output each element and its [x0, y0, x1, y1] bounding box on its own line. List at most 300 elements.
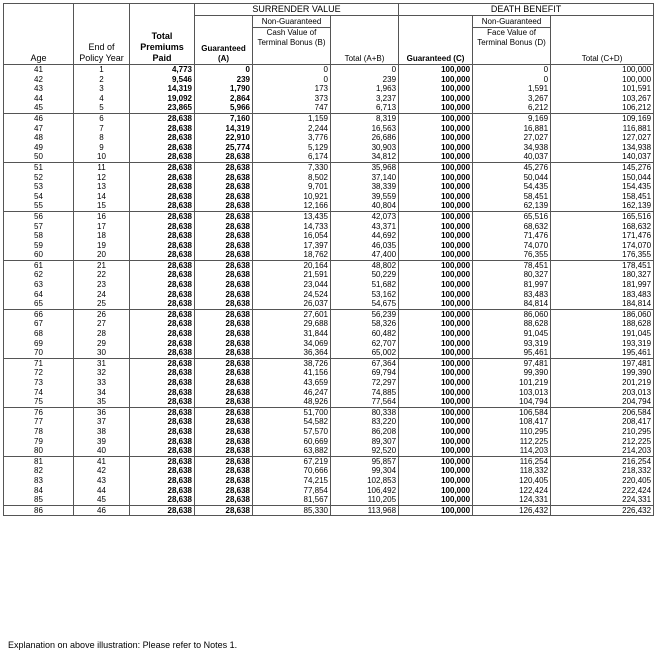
- premiums-paid-cell: 28,638: [130, 378, 195, 388]
- policy-year-cell: 21: [74, 260, 130, 270]
- db-terminal-bonus-cell: 45,276: [473, 162, 551, 172]
- sv-guaranteed-cell: 28,638: [195, 505, 253, 516]
- age-cell: 64: [4, 290, 74, 300]
- db-terminal-bonus-cell: 83,483: [473, 290, 551, 300]
- table-row: [4, 339, 654, 349]
- db-terminal-bonus-cell: 54,435: [473, 182, 551, 192]
- age-cell: 54: [4, 192, 74, 202]
- sv-guaranteed-cell: 28,638: [195, 407, 253, 417]
- sv-terminal-bonus-cell: 43,659: [253, 378, 331, 388]
- sv-total-cell: 69,794: [331, 368, 399, 378]
- age-cell: 79: [4, 437, 74, 447]
- footer-note: Explanation on above illustration: Please refer to Notes 1.: [8, 640, 238, 650]
- db-guaranteed-cell: 100,000: [399, 407, 473, 417]
- premiums-paid-cell: 28,638: [130, 162, 195, 172]
- sv-terminal-bonus-cell: 24,524: [253, 290, 331, 300]
- sv-total-cell: 50,229: [331, 270, 399, 280]
- db-total-cell: 134,938: [551, 143, 654, 153]
- policy-year-cell: 7: [74, 124, 130, 134]
- db-total-cell: 224,331: [551, 495, 654, 505]
- sv-total-cell: 47,400: [331, 250, 399, 260]
- sv-total-cell: 83,220: [331, 417, 399, 427]
- sv-guaranteed-cell: 28,638: [195, 270, 253, 280]
- table-row: [4, 388, 654, 398]
- table-row: [4, 113, 654, 123]
- sv-guaranteed-cell: 7,160: [195, 113, 253, 123]
- sv-guaranteed-cell: 28,638: [195, 348, 253, 358]
- premiums-paid-cell: 23,865: [130, 103, 195, 113]
- sv-terminal-bonus-cell: 173: [253, 84, 331, 94]
- sv-total-cell: 54,675: [331, 299, 399, 309]
- policy-year-cell: 40: [74, 446, 130, 456]
- policy-year-cell: 9: [74, 143, 130, 153]
- premiums-paid-cell: 14,319: [130, 84, 195, 94]
- sv-guaranteed-cell: 25,774: [195, 143, 253, 153]
- db-terminal-bonus-cell: 62,139: [473, 201, 551, 211]
- db-total-cell: 127,027: [551, 133, 654, 143]
- db-total-cell: 222,424: [551, 486, 654, 496]
- db-terminal-bonus-cell: 74,070: [473, 241, 551, 251]
- db-guaranteed-header: Guaranteed (C): [399, 16, 473, 65]
- premiums-paid-cell: 28,638: [130, 437, 195, 447]
- db-terminal-bonus-cell: 112,225: [473, 437, 551, 447]
- db-guaranteed-cell: 100,000: [399, 270, 473, 280]
- db-total-cell: 181,997: [551, 280, 654, 290]
- sv-guaranteed-cell: 28,638: [195, 486, 253, 496]
- premiums-paid-cell: 28,638: [130, 368, 195, 378]
- db-guaranteed-cell: 100,000: [399, 211, 473, 221]
- db-guaranteed-cell: 100,000: [399, 495, 473, 505]
- sv-total-cell: 6,713: [331, 103, 399, 113]
- policy-year-cell: 35: [74, 397, 130, 407]
- table-row: [4, 241, 654, 251]
- age-cell: 65: [4, 299, 74, 309]
- sv-terminal-bonus-cell: 77,854: [253, 486, 331, 496]
- policy-year-cell: 42: [74, 466, 130, 476]
- db-terminal-bonus-cell: 99,390: [473, 368, 551, 378]
- db-terminal-bonus-cell: 88,628: [473, 319, 551, 329]
- db-total-cell: 154,435: [551, 182, 654, 192]
- policy-year-header: End of Policy Year: [74, 4, 130, 65]
- sv-total-cell: 80,338: [331, 407, 399, 417]
- sv-total-cell: 92,520: [331, 446, 399, 456]
- premiums-paid-cell: 28,638: [130, 505, 195, 516]
- sv-guaranteed-cell: 28,638: [195, 466, 253, 476]
- premiums-paid-cell: 28,638: [130, 113, 195, 123]
- premiums-paid-cell: 28,638: [130, 466, 195, 476]
- db-terminal-bonus-cell: 68,632: [473, 222, 551, 232]
- policy-year-cell: 30: [74, 348, 130, 358]
- policy-year-cell: 28: [74, 329, 130, 339]
- policy-year-cell: 24: [74, 290, 130, 300]
- db-guaranteed-cell: 100,000: [399, 378, 473, 388]
- db-guaranteed-cell: 100,000: [399, 133, 473, 143]
- table-row: [4, 437, 654, 447]
- sv-guaranteed-cell: 28,638: [195, 231, 253, 241]
- table-row: [4, 319, 654, 329]
- age-cell: 76: [4, 407, 74, 417]
- db-total-cell: 106,212: [551, 103, 654, 113]
- sv-terminal-bonus-cell: 20,164: [253, 260, 331, 270]
- table-row: [4, 211, 654, 221]
- table-row: [4, 84, 654, 94]
- premiums-paid-cell: 28,638: [130, 397, 195, 407]
- sv-guaranteed-cell: 28,638: [195, 397, 253, 407]
- db-total-header: Total (C+D): [551, 16, 654, 65]
- db-guaranteed-cell: 100,000: [399, 192, 473, 202]
- db-guaranteed-cell: 100,000: [399, 486, 473, 496]
- policy-year-cell: 33: [74, 378, 130, 388]
- db-total-cell: 201,219: [551, 378, 654, 388]
- db-guaranteed-cell: 100,000: [399, 466, 473, 476]
- age-header-label: Age: [30, 53, 47, 63]
- sv-guaranteed-cell: 28,638: [195, 476, 253, 486]
- premiums-paid-cell: 28,638: [130, 231, 195, 241]
- age-cell: 57: [4, 222, 74, 232]
- sv-total-cell: 0: [331, 65, 399, 75]
- sv-terminal-bonus-cell: 27,601: [253, 309, 331, 319]
- age-cell: 55: [4, 201, 74, 211]
- table-row: [4, 329, 654, 339]
- sv-total-cell: 60,482: [331, 329, 399, 339]
- sv-terminal-bonus-cell: 36,364: [253, 348, 331, 358]
- sv-terminal-bonus-cell: 29,688: [253, 319, 331, 329]
- premiums-paid-cell: 28,638: [130, 388, 195, 398]
- db-terminal-bonus-cell: 122,424: [473, 486, 551, 496]
- premiums-paid-cell: 28,638: [130, 358, 195, 368]
- table-row: [4, 192, 654, 202]
- policy-year-cell: 32: [74, 368, 130, 378]
- db-guaranteed-cell: 100,000: [399, 417, 473, 427]
- db-terminal-bonus-cell: 58,451: [473, 192, 551, 202]
- premiums-paid-cell: 28,638: [130, 280, 195, 290]
- sv-guaranteed-cell: 28,638: [195, 368, 253, 378]
- age-cell: 61: [4, 260, 74, 270]
- age-cell: 47: [4, 124, 74, 134]
- table-row: [4, 368, 654, 378]
- db-terminal-bonus-cell: 0: [473, 75, 551, 85]
- policy-year-cell: 2: [74, 75, 130, 85]
- sv-terminal-bonus-cell: 1,159: [253, 113, 331, 123]
- premiums-paid-cell: 28,638: [130, 260, 195, 270]
- sv-total-cell: 74,885: [331, 388, 399, 398]
- premiums-paid-cell: 28,638: [130, 299, 195, 309]
- sv-total-cell: 58,326: [331, 319, 399, 329]
- table-row: [4, 152, 654, 162]
- age-cell: 69: [4, 339, 74, 349]
- db-total-cell: 197,481: [551, 358, 654, 368]
- db-terminal-bonus-cell: 118,332: [473, 466, 551, 476]
- db-total-cell: 183,483: [551, 290, 654, 300]
- table-row: [4, 133, 654, 143]
- premiums-paid-header: Total Premiums Paid: [130, 4, 195, 65]
- table-row: [4, 299, 654, 309]
- db-guaranteed-cell: 100,000: [399, 75, 473, 85]
- policy-year-cell: 16: [74, 211, 130, 221]
- age-cell: 63: [4, 280, 74, 290]
- sv-total-cell: 110,205: [331, 495, 399, 505]
- sv-total-cell: 38,339: [331, 182, 399, 192]
- db-guaranteed-cell: 100,000: [399, 162, 473, 172]
- db-terminal-bonus-cell: 91,045: [473, 329, 551, 339]
- db-terminal-bonus-cell: 97,481: [473, 358, 551, 368]
- table-row: [4, 103, 654, 113]
- db-total-cell: 216,254: [551, 456, 654, 466]
- db-total-cell: 162,139: [551, 201, 654, 211]
- sv-guaranteed-header: Guaranteed (A): [195, 16, 253, 65]
- sv-total-cell: 86,208: [331, 427, 399, 437]
- sv-total-cell: 65,002: [331, 348, 399, 358]
- age-cell: 49: [4, 143, 74, 153]
- table-row: [4, 143, 654, 153]
- table-row: [4, 201, 654, 211]
- table-row: [4, 124, 654, 134]
- table-row: [4, 231, 654, 241]
- sv-guaranteed-cell: 0: [195, 65, 253, 75]
- premiums-paid-cell: 28,638: [130, 143, 195, 153]
- sv-total-cell: 102,853: [331, 476, 399, 486]
- db-total-cell: 178,451: [551, 260, 654, 270]
- premiums-paid-cell: 28,638: [130, 329, 195, 339]
- premiums-paid-cell: 28,638: [130, 222, 195, 232]
- age-cell: 56: [4, 211, 74, 221]
- policy-year-cell: 36: [74, 407, 130, 417]
- sv-guaranteed-cell: 28,638: [195, 162, 253, 172]
- sv-guaranteed-cell: 28,638: [195, 211, 253, 221]
- db-guaranteed-cell: 100,000: [399, 319, 473, 329]
- sv-guaranteed-cell: 28,638: [195, 152, 253, 162]
- age-cell: 68: [4, 329, 74, 339]
- sv-guaranteed-cell: 28,638: [195, 495, 253, 505]
- sv-terminal-bonus-cell: 54,582: [253, 417, 331, 427]
- db-guaranteed-cell: 100,000: [399, 124, 473, 134]
- db-guaranteed-cell: 100,000: [399, 201, 473, 211]
- age-cell: 83: [4, 476, 74, 486]
- sv-terminal-bonus-cell: 747: [253, 103, 331, 113]
- sv-guaranteed-cell: 2,864: [195, 94, 253, 104]
- age-cell: 66: [4, 309, 74, 319]
- age-cell: 78: [4, 427, 74, 437]
- db-terminal-bonus-cell: 103,013: [473, 388, 551, 398]
- db-guaranteed-cell: 100,000: [399, 103, 473, 113]
- db-guaranteed-cell: 100,000: [399, 446, 473, 456]
- policy-year-cell: 39: [74, 437, 130, 447]
- premiums-paid-cell: 28,638: [130, 348, 195, 358]
- sv-total-cell: 26,686: [331, 133, 399, 143]
- age-cell: 42: [4, 75, 74, 85]
- age-cell: 81: [4, 456, 74, 466]
- sv-total-cell: 95,857: [331, 456, 399, 466]
- db-total-cell: 140,037: [551, 152, 654, 162]
- sv-guaranteed-cell: 28,638: [195, 417, 253, 427]
- db-total-cell: 116,881: [551, 124, 654, 134]
- table-row: [4, 162, 654, 172]
- sv-guaranteed-cell: 1,790: [195, 84, 253, 94]
- db-guaranteed-cell: 100,000: [399, 152, 473, 162]
- age-cell: 48: [4, 133, 74, 143]
- sv-guaranteed-cell: 28,638: [195, 456, 253, 466]
- table-row: [4, 222, 654, 232]
- sv-guaranteed-cell: 28,638: [195, 378, 253, 388]
- db-total-cell: 218,332: [551, 466, 654, 476]
- sv-terminal-bonus-cell: 3,776: [253, 133, 331, 143]
- premiums-paid-cell: 28,638: [130, 152, 195, 162]
- sv-terminal-bonus-cell: 41,156: [253, 368, 331, 378]
- table-row: [4, 427, 654, 437]
- sv-total-cell: 51,682: [331, 280, 399, 290]
- age-cell: 51: [4, 162, 74, 172]
- sv-terminal-bonus-cell: 81,567: [253, 495, 331, 505]
- sv-terminal-bonus-cell: 6,174: [253, 152, 331, 162]
- age-cell: 70: [4, 348, 74, 358]
- surrender-value-header: SURRENDER VALUE: [195, 4, 399, 16]
- policy-year-cell: 27: [74, 319, 130, 329]
- table-row: [4, 65, 654, 75]
- db-terminal-bonus-cell: 106,584: [473, 407, 551, 417]
- sv-guaranteed-cell: 28,638: [195, 358, 253, 368]
- sv-terminal-bonus-cell: 26,037: [253, 299, 331, 309]
- age-cell: 72: [4, 368, 74, 378]
- age-cell: 85: [4, 495, 74, 505]
- db-total-cell: 193,319: [551, 339, 654, 349]
- table-body: [4, 65, 654, 516]
- sv-total-cell: 113,968: [331, 505, 399, 516]
- db-guaranteed-cell: 100,000: [399, 65, 473, 75]
- age-cell: 58: [4, 231, 74, 241]
- age-cell: 73: [4, 378, 74, 388]
- db-guaranteed-cell: 100,000: [399, 84, 473, 94]
- sv-guaranteed-cell: 28,638: [195, 173, 253, 183]
- sv-guaranteed-cell: 28,638: [195, 319, 253, 329]
- table-row: [4, 495, 654, 505]
- db-guaranteed-cell: 100,000: [399, 456, 473, 466]
- db-guaranteed-cell: 100,000: [399, 505, 473, 516]
- db-terminal-bonus-cell: 40,037: [473, 152, 551, 162]
- sv-guaranteed-cell: 28,638: [195, 260, 253, 270]
- sv-terminal-bonus-cell: 2,244: [253, 124, 331, 134]
- table-row: [4, 270, 654, 280]
- db-guaranteed-cell: 100,000: [399, 339, 473, 349]
- sv-guaranteed-cell: 28,638: [195, 182, 253, 192]
- table-row: [4, 407, 654, 417]
- premiums-paid-cell: 28,638: [130, 133, 195, 143]
- db-terminal-bonus-cell: 6,212: [473, 103, 551, 113]
- db-guaranteed-cell: 100,000: [399, 280, 473, 290]
- age-cell: 77: [4, 417, 74, 427]
- db-terminal-bonus-cell: 3,267: [473, 94, 551, 104]
- db-total-cell: 220,405: [551, 476, 654, 486]
- age-cell: 67: [4, 319, 74, 329]
- sv-terminal-bonus-cell: 34,069: [253, 339, 331, 349]
- age-cell: 82: [4, 466, 74, 476]
- db-guaranteed-cell: 100,000: [399, 329, 473, 339]
- policy-year-cell: 1: [74, 65, 130, 75]
- table-row: [4, 182, 654, 192]
- age-cell: 86: [4, 505, 74, 516]
- sv-terminal-bonus-cell: 46,247: [253, 388, 331, 398]
- premiums-paid-cell: 28,638: [130, 446, 195, 456]
- db-total-cell: 203,013: [551, 388, 654, 398]
- sv-total-cell: 35,968: [331, 162, 399, 172]
- db-guaranteed-cell: 100,000: [399, 348, 473, 358]
- db-total-cell: 171,476: [551, 231, 654, 241]
- db-non-guaranteed-header: Non-Guaranteed: [473, 16, 551, 28]
- db-guaranteed-cell: 100,000: [399, 241, 473, 251]
- table-row: [4, 173, 654, 183]
- policy-year-cell: 34: [74, 388, 130, 398]
- sv-guaranteed-cell: 28,638: [195, 427, 253, 437]
- sv-total-cell: 56,239: [331, 309, 399, 319]
- table-row: [4, 309, 654, 319]
- sv-total-cell: 3,237: [331, 94, 399, 104]
- sv-total-cell: 53,162: [331, 290, 399, 300]
- premiums-paid-cell: 28,638: [130, 486, 195, 496]
- age-cell: 43: [4, 84, 74, 94]
- sv-terminal-bonus-cell: 0: [253, 75, 331, 85]
- db-total-cell: 186,060: [551, 309, 654, 319]
- sv-guaranteed-cell: 28,638: [195, 446, 253, 456]
- db-total-cell: 176,355: [551, 250, 654, 260]
- sv-guaranteed-cell: 28,638: [195, 201, 253, 211]
- sv-total-cell: 42,073: [331, 211, 399, 221]
- policy-year-cell: 3: [74, 84, 130, 94]
- sv-total-cell: 34,812: [331, 152, 399, 162]
- sv-total-header: Total (A+B): [331, 16, 399, 65]
- sv-guaranteed-cell: 28,638: [195, 192, 253, 202]
- db-guaranteed-cell: 100,000: [399, 299, 473, 309]
- db-total-cell: 103,267: [551, 94, 654, 104]
- premiums-paid-cell: 28,638: [130, 319, 195, 329]
- table-row: [4, 397, 654, 407]
- db-terminal-bonus-cell: 116,254: [473, 456, 551, 466]
- db-total-cell: 100,000: [551, 75, 654, 85]
- sv-terminal-bonus-header: Cash Value of Terminal Bonus (B): [253, 28, 331, 65]
- sv-terminal-bonus-cell: 10,921: [253, 192, 331, 202]
- db-terminal-bonus-cell: 108,417: [473, 417, 551, 427]
- sv-terminal-bonus-cell: 7,330: [253, 162, 331, 172]
- db-guaranteed-cell: 100,000: [399, 476, 473, 486]
- db-total-cell: 191,045: [551, 329, 654, 339]
- policy-year-cell: 31: [74, 358, 130, 368]
- age-cell: 80: [4, 446, 74, 456]
- premiums-paid-cell: 28,638: [130, 241, 195, 251]
- table-row: [4, 466, 654, 476]
- policy-year-cell: 12: [74, 173, 130, 183]
- db-total-cell: 165,516: [551, 211, 654, 221]
- db-total-cell: 195,461: [551, 348, 654, 358]
- db-total-cell: 199,390: [551, 368, 654, 378]
- benefit-illustration-table: [3, 3, 654, 516]
- policy-year-cell: 46: [74, 505, 130, 516]
- policy-year-cell: 22: [74, 270, 130, 280]
- policy-year-cell: 10: [74, 152, 130, 162]
- premiums-paid-cell: 9,546: [130, 75, 195, 85]
- db-terminal-bonus-cell: 1,591: [473, 84, 551, 94]
- table-row: [4, 456, 654, 466]
- premiums-paid-cell: 28,638: [130, 201, 195, 211]
- db-guaranteed-cell: 100,000: [399, 250, 473, 260]
- db-total-cell: 214,203: [551, 446, 654, 456]
- db-total-cell: 206,584: [551, 407, 654, 417]
- policy-year-cell: 17: [74, 222, 130, 232]
- table-row: [4, 348, 654, 358]
- age-cell: 41: [4, 65, 74, 75]
- db-guaranteed-cell: 100,000: [399, 388, 473, 398]
- table-row: [4, 378, 654, 388]
- policy-year-cell: 26: [74, 309, 130, 319]
- sv-total-cell: 67,364: [331, 358, 399, 368]
- premiums-paid-cell: 28,638: [130, 250, 195, 260]
